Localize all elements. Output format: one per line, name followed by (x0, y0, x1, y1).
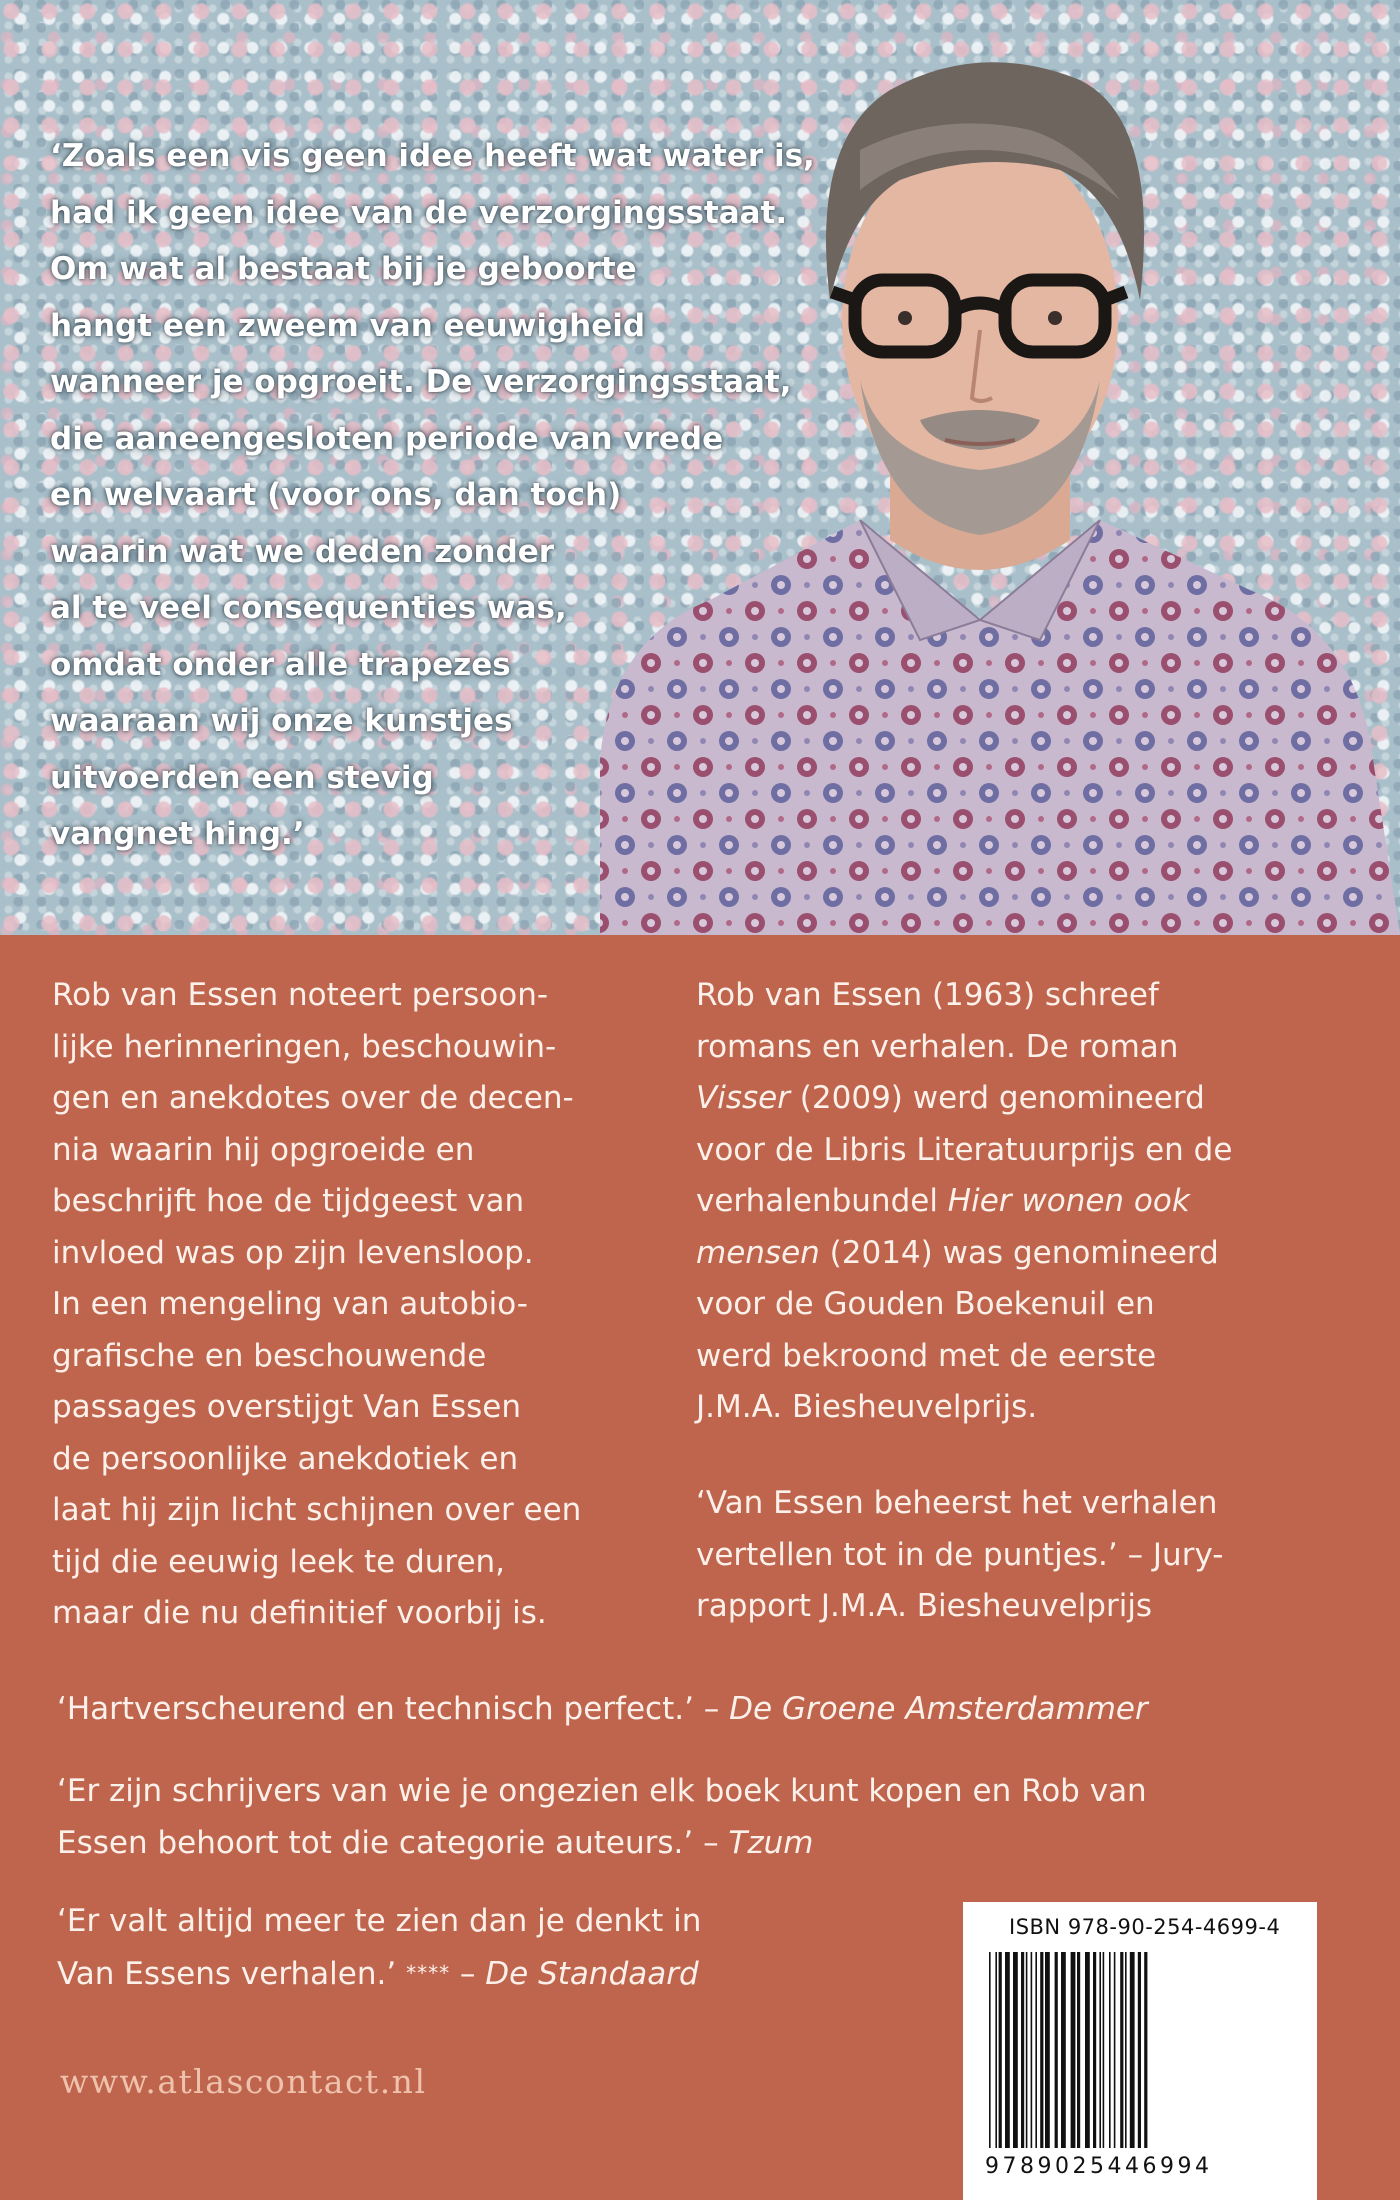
publisher-website[interactable]: www.atlascontact.nl (60, 2062, 427, 2101)
review-de-standaard: ‘Er valt altijd meer te zien dan je denkt in Van Essens verhalen.’ **** – De Standaard (57, 1903, 702, 1992)
isbn-label: ISBN 978-90-254-4699-4 (1009, 1915, 1281, 1939)
review-source: De Standaard (485, 1955, 699, 1992)
review-tzum: ‘Er zijn schrijvers van wie je ongezien elk boek kunt kopen en Rob van Essen behoort tot die categorie auteurs.’ – Tzum (57, 1773, 1147, 1861)
book-description: Rob van Essen noteert persoon- lijke herinneringen, beschouwin- gen en anekdotes over de decen- nia waarin hij opgroeide en beschrijft hoe de tijdgeest van invloed was op zijn levensloop. In een mengeling van autobio- grafische en beschouwende passages overstijgt Van Essen de persoonlijke anekdotiek en laat hij zijn licht schijnen over een tijd die eeuwig leek te duren, maar die nu definitief voorbij is. (52, 977, 582, 1631)
excerpt-quote: ‘Zoals een vis geen idee heeft wat water is, had ik geen idee van de verzorgingsstaat. Om wat al bestaat bij je geboorte hangt een zweem van eeuwigheid wanneer je opgroeit. De verzorgingsstaat, die aaneengesloten periode van vrede en welvaart (voor ons, dan toch) waarin wat we deden zonder al te veel consequenties was, omdat onder alle trapezes waaraan wij onze kunstjes uitvoerden een stevig vangnet hing.’ (50, 138, 815, 852)
rating-stars: **** (406, 1960, 451, 1985)
review-source: De Groene Amsterdammer (729, 1691, 1148, 1727)
book-title-hier-wonen: Hier wonen ook (947, 1183, 1190, 1219)
ean-number: 9789025446994 (985, 2154, 1213, 2179)
review-source: Tzum (728, 1824, 814, 1861)
author-bio: Rob van Essen (1963) schreef romans en verhalen. De roman Visser (2009) werd genomineerd voor de Libris Literatuurprijs en de verhalenbundel Hier wonen ook mensen (2014) was genomineerd voor de Gouden Boekenuil en werd bekroond met de eerste J.M.A. Biesheuvelprijs. (696, 977, 1233, 1425)
jury-quote: ‘Van Essen beheerst het verhalen vertellen tot in de puntjes.’ – Jury- rapport J.M.A. Biesheuvelprijs (696, 1485, 1224, 1624)
isbn-barcode (963, 1902, 1317, 2200)
book-title-visser: Visser (696, 1080, 790, 1116)
author-photo-area (0, 0, 1400, 935)
barcode-icon (985, 1952, 1295, 2152)
review-groene-amsterdammer: ‘Hartverscheurend en technisch perfect.’ – De Groene Amsterdammer (57, 1691, 1148, 1727)
